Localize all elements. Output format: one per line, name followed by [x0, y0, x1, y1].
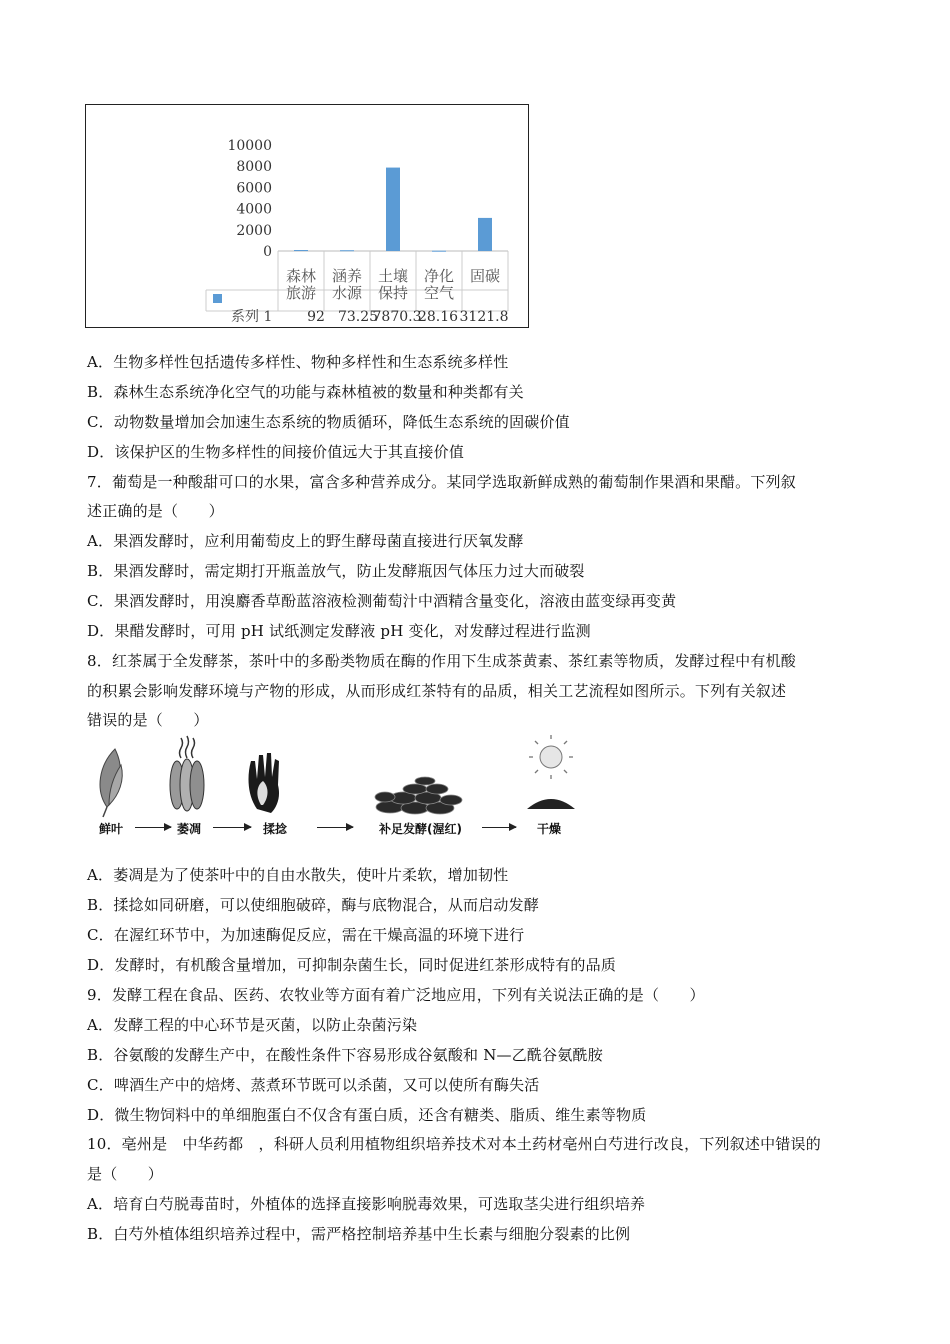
- q7-option-a: A．果酒发酵时，应利用葡萄皮上的野生酵母菌直接进行厌氧发酵: [87, 532, 524, 550]
- q8-stem-line3: 错误的是（ ）: [87, 711, 209, 729]
- sun-drying-icon: [527, 735, 575, 809]
- q8-option-c: C．在渥红环节中，为加速酶促反应，需在干燥高温的环境下进行: [87, 926, 525, 944]
- bar-chart: [85, 104, 529, 328]
- q6-option-b: B．森林生态系统净化空气的功能与森林植被的数量和种类都有关: [87, 383, 524, 401]
- data-table-value: 92: [307, 309, 325, 325]
- x-category-label: 净化: [423, 267, 455, 285]
- x-category-label: 固碳: [469, 267, 501, 285]
- x-category-label: 空气: [423, 284, 455, 302]
- step-rolling: 揉捻: [263, 822, 288, 836]
- x-category-label: 森林: [285, 267, 317, 285]
- q8-stem-line2: 的积累会影响发酵环境与产物的形成，从而形成红茶特有的品质，相关工艺流程如图所示。下列有关叙述: [87, 682, 787, 700]
- q7-stem-line2: 述正确的是（ ）: [87, 502, 224, 520]
- bar: [340, 250, 354, 251]
- data-table-value: 73.25: [337, 309, 379, 325]
- fresh-leaf-icon: [100, 749, 122, 817]
- q7-option-c: C．果酒发酵时，用溴麝香草酚蓝溶液检测葡萄汁中酒精含量变化，溶液由蓝变绿再变黄: [87, 592, 677, 610]
- bar: [432, 251, 446, 252]
- arrow-icon: [482, 827, 516, 828]
- q8-option-b: B．揉捻如同研磨，可以使细胞破碎，酶与底物混合，从而启动发酵: [87, 896, 540, 914]
- y-tick-label: 2000: [236, 222, 272, 239]
- bar-chart-svg: [86, 105, 530, 329]
- legend-label: 系列 1: [231, 309, 273, 325]
- bar: [386, 168, 400, 251]
- bar: [478, 218, 492, 251]
- withering-icon: [170, 736, 204, 811]
- q9-option-d: D．微生物饲料中的单细胞蛋白不仅含有蛋白质，还含有糖类、脂质、维生素等物质: [87, 1106, 647, 1124]
- q10-option-a: A．培育白芍脱毒苗时，外植体的选择直接影响脱毒效果，可选取茎尖进行组织培养: [87, 1195, 646, 1213]
- q7-option-b: B．果酒发酵时，需定期打开瓶盖放气，防止发酵瓶因气体压力过大而破裂: [87, 562, 585, 580]
- rolling-hand-icon: [249, 753, 280, 813]
- bar: [294, 250, 308, 251]
- tea-process-figure: [85, 735, 605, 845]
- arrow-icon: [135, 827, 171, 828]
- data-table-value: 7870.3: [372, 309, 422, 325]
- q10-stem-line2: 是（ ）: [87, 1165, 164, 1183]
- q8-stem-line1: 8．红茶属于全发酵茶，茶叶中的多酚类物质在酶的作用下生成茶黄素、茶红素等物质，发酵过程中有机酸: [87, 652, 796, 670]
- data-table-value: 3121.8: [459, 309, 509, 325]
- step-withering: 萎凋: [177, 822, 202, 836]
- tea-process-drawing: [85, 735, 605, 845]
- x-category-label: 土壤: [377, 267, 409, 285]
- x-category-label: 水源: [331, 284, 363, 302]
- y-tick-label: 8000: [236, 159, 272, 176]
- y-tick-label: 6000: [236, 180, 272, 197]
- legend-swatch: [213, 294, 222, 303]
- q9-option-c: C．啤酒生产中的焙烤、蒸煮环节既可以杀菌，又可以使所有酶失活: [87, 1076, 540, 1094]
- y-tick-label: 10000: [227, 138, 272, 154]
- q6-option-a: A．生物多样性包括遗传多样性、物种多样性和生态系统多样性: [87, 353, 509, 371]
- q9-stem: 9．发酵工程在食品、医药、农牧业等方面有着广泛地应用，下列有关说法正确的是（ ）: [87, 986, 705, 1004]
- q9-option-a: A．发酵工程的中心环节是灭菌，以防止杂菌污染: [87, 1016, 418, 1034]
- step-drying: 干燥: [537, 822, 562, 836]
- data-table-value: 28.16: [417, 309, 459, 325]
- y-tick-label: 4000: [236, 201, 272, 218]
- x-category-label: 涵养: [331, 267, 363, 285]
- x-category-label: 旅游: [285, 284, 317, 302]
- q8-option-a: A．萎凋是为了使茶叶中的自由水散失，使叶片柔软，增加韧性: [87, 866, 509, 884]
- q6-option-c: C．动物数量增加会加速生态系统的物质循环，降低生态系统的固碳价值: [87, 413, 570, 431]
- arrow-icon: [213, 827, 251, 828]
- q9-option-b: B．谷氨酸的发酵生产中，在酸性条件下容易形成谷氨酸和 N—乙酰谷氨酰胺: [87, 1046, 603, 1064]
- x-category-label: 保持: [377, 284, 409, 302]
- q8-option-d: D．发酵时，有机酸含量增加，可抑制杂菌生长，同时促进红茶形成特有的品质: [87, 956, 617, 974]
- q7-option-d: D．果醋发酵时，可用 pH 试纸测定发酵液 pH 变化，对发酵过程进行监测: [87, 622, 591, 640]
- y-tick-label: 0: [263, 244, 272, 260]
- fermentation-pile-icon: [375, 777, 462, 814]
- q7-stem-line1: 7．葡萄是一种酸甜可口的水果，富含多种营养成分。某同学选取新鲜成熟的葡萄制作果酒和果醋。下列叙: [87, 473, 796, 491]
- step-fermentation: 补足发酵(渥红): [379, 822, 462, 836]
- q6-option-d: D．该保护区的生物多样性的间接价值远大于其直接价值: [87, 443, 465, 461]
- q10-stem-line1: 10．亳州是 中华药都 ，科研人员利用植物组织培养技术对本土药材亳州白芍进行改良，下列叙述中错误的: [87, 1135, 821, 1153]
- step-fresh-leaf: 鲜叶: [99, 822, 124, 836]
- q10-option-b: B．白芍外植体组织培养过程中，需严格控制培养基中生长素与细胞分裂素的比例: [87, 1225, 631, 1243]
- arrow-icon: [317, 827, 353, 828]
